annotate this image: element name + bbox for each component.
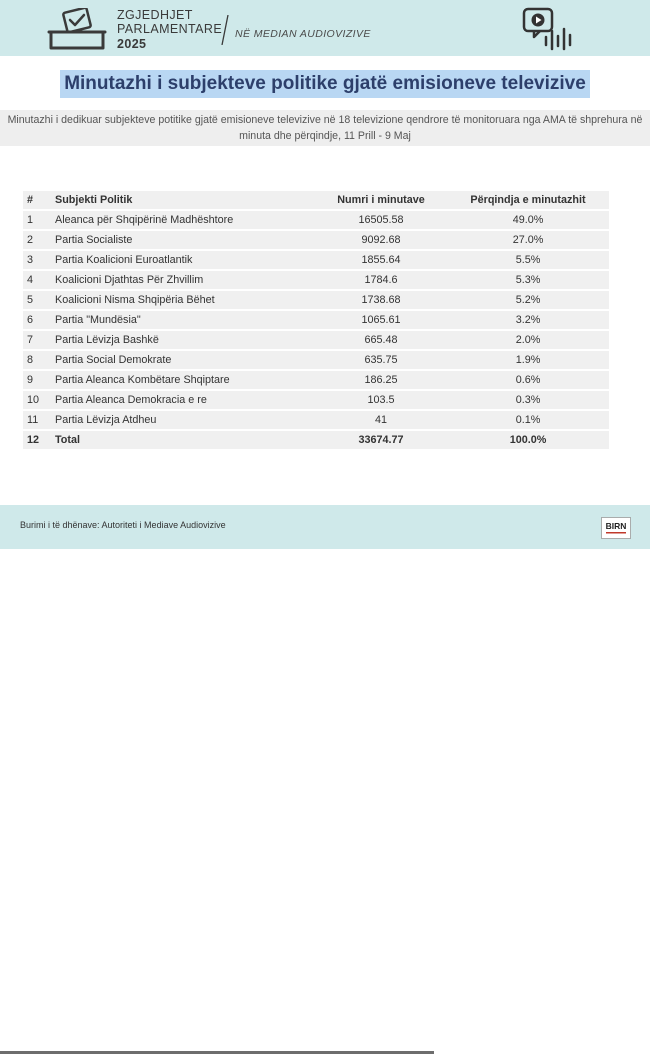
row-subject: Partia Koalicioni Euroatlantik <box>51 251 315 269</box>
row-percentage: 0.6% <box>447 371 609 389</box>
row-number: 5 <box>23 291 51 309</box>
row-percentage: 2.0% <box>447 331 609 349</box>
total-percentage: 100.0% <box>447 431 609 449</box>
row-subject: Partia Socialiste <box>51 231 315 249</box>
table-row <box>23 291 609 309</box>
total-number: 12 <box>23 431 51 449</box>
table-row <box>23 211 609 229</box>
row-number: 6 <box>23 311 51 329</box>
row-minutes: 635.75 <box>315 351 447 369</box>
footer-source: Burimi i të dhënave: Autoriteti i Mediave Audiovizive <box>20 520 226 530</box>
table-row <box>23 331 609 349</box>
row-number: 11 <box>23 411 51 429</box>
row-number: 10 <box>23 391 51 409</box>
page-title: Minutazhi i subjekteve politike gjatë emisioneve televizive <box>60 70 590 98</box>
row-subject: Koalicioni Nisma Shqipëria Bëhet <box>51 291 315 309</box>
row-subject: Koalicioni Djathtas Për Zhvillim <box>51 271 315 289</box>
total-label: Total <box>51 431 315 449</box>
total-row <box>23 431 609 449</box>
row-minutes: 1855.64 <box>315 251 447 269</box>
row-number: 3 <box>23 251 51 269</box>
ballot-box-icon <box>46 8 108 50</box>
row-percentage: 5.2% <box>447 291 609 309</box>
row-percentage: 5.3% <box>447 271 609 289</box>
table-row <box>23 371 609 389</box>
row-percentage: 5.5% <box>447 251 609 269</box>
row-percentage: 27.0% <box>447 231 609 249</box>
brand-line1: ZGJEDHJET <box>117 8 193 22</box>
row-number: 7 <box>23 331 51 349</box>
table-row <box>23 311 609 329</box>
table-row <box>23 391 609 409</box>
brand-year: 2025 <box>117 37 147 51</box>
row-subject: Aleanca për Shqipërinë Madhështore <box>51 211 315 229</box>
header-number: # <box>23 191 51 209</box>
row-minutes: 41 <box>315 411 447 429</box>
row-minutes: 103.5 <box>315 391 447 409</box>
table-header-row <box>23 191 609 209</box>
footer <box>0 505 650 549</box>
row-percentage: 0.3% <box>447 391 609 409</box>
row-number: 2 <box>23 231 51 249</box>
row-percentage: 0.1% <box>447 411 609 429</box>
birn-logo-text: BIRN <box>605 521 627 531</box>
row-subject: Partia Aleanca Kombëtare Shqiptare <box>51 371 315 389</box>
row-number: 9 <box>23 371 51 389</box>
description: Minutazhi i dedikuar subjekteve potitike gjatë emisioneve televizive në 18 televizione qendrore të monitoruara nga AMA të shprehura në minuta dhe përqindje, 11 Prill - 9 Maj <box>0 110 650 146</box>
row-percentage: 49.0% <box>447 211 609 229</box>
row-minutes: 186.25 <box>315 371 447 389</box>
table-row <box>23 231 609 249</box>
brand-line2: PARLAMENTARE <box>117 22 223 36</box>
row-percentage: 1.9% <box>447 351 609 369</box>
row-number: 8 <box>23 351 51 369</box>
row-subject: Partia "Mundësia" <box>51 311 315 329</box>
row-minutes: 665.48 <box>315 331 447 349</box>
header <box>0 0 650 56</box>
table-row <box>23 251 609 269</box>
brand-divider <box>221 15 229 45</box>
row-subject: Partia Aleanca Demokracia e re <box>51 391 315 409</box>
total-minutes: 33674.77 <box>315 431 447 449</box>
birn-logo <box>601 517 631 539</box>
header-percentage: Përqindja e minutazhit <box>447 191 609 209</box>
row-minutes: 9092.68 <box>315 231 447 249</box>
row-number: 1 <box>23 211 51 229</box>
row-minutes: 1784.6 <box>315 271 447 289</box>
brand-subtitle: NË MEDIAN AUDIOVIZIVE <box>235 28 371 40</box>
table-row <box>23 351 609 369</box>
row-subject: Partia Lëvizja Bashkë <box>51 331 315 349</box>
row-number: 4 <box>23 271 51 289</box>
table-row <box>23 271 609 289</box>
header-subject: Subjekti Politik <box>51 191 315 209</box>
header-minutes: Numri i minutave <box>315 191 447 209</box>
media-play-icon <box>522 7 576 51</box>
data-table <box>23 189 609 451</box>
row-subject: Partia Lëvizja Atdheu <box>51 411 315 429</box>
row-minutes: 16505.58 <box>315 211 447 229</box>
title-wrap <box>0 70 650 98</box>
row-percentage: 3.2% <box>447 311 609 329</box>
row-minutes: 1738.68 <box>315 291 447 309</box>
row-subject: Partia Social Demokrate <box>51 351 315 369</box>
row-minutes: 1065.61 <box>315 311 447 329</box>
table-row <box>23 411 609 429</box>
